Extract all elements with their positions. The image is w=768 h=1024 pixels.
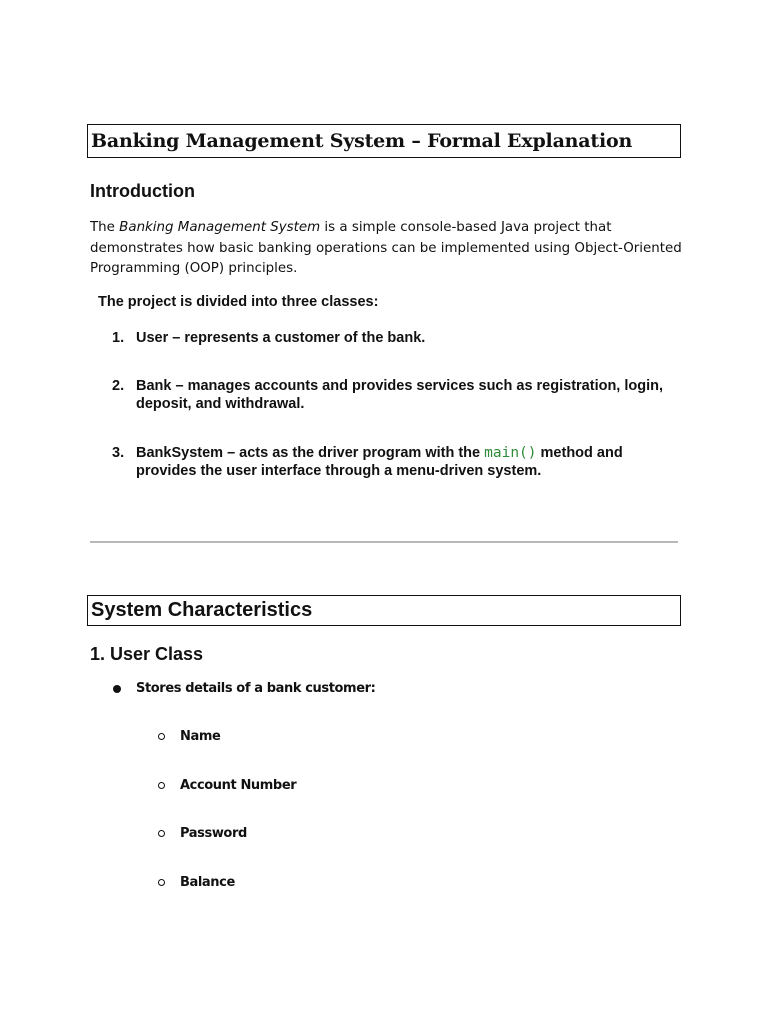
section-title-box	[87, 595, 681, 626]
introduction-paragraph	[90, 218, 690, 280]
item-text: Bank – manages accounts and provides services such as registration, login, deposit, and withdrawal.	[136, 378, 664, 412]
item-text	[136, 444, 672, 480]
item-number: 1.	[112, 330, 125, 346]
intro-rest: is a simple console-based Java project that demonstrates how basic banking operations can be implemented using Object-Oriented Programming (OOP) principles.	[90, 220, 682, 276]
item-number: 2.	[112, 378, 125, 394]
hollow-circle-icon	[158, 830, 165, 837]
item-text: User – represents a customer of the bank.	[136, 330, 426, 346]
field-name: Account Number	[180, 778, 297, 793]
item-text-after: method and provides the user interface through a menu-driven system.	[136, 445, 623, 479]
bullet-dot-icon	[113, 685, 121, 693]
sub-bullet-item	[158, 826, 247, 841]
classes-intro-line: The project is divided into three classes:	[98, 294, 379, 310]
document-title: Banking Management System – Formal Explanation	[91, 130, 633, 152]
sub-bullet-item	[158, 875, 235, 890]
intro-emphasis: Banking Management System	[119, 220, 321, 235]
field-name: Name	[180, 729, 221, 744]
hollow-circle-icon	[158, 879, 165, 886]
intro-prefix: The	[90, 220, 120, 235]
class-list-item	[112, 377, 672, 413]
hollow-circle-icon	[158, 782, 165, 789]
title-box	[87, 124, 681, 158]
section-divider	[90, 541, 678, 543]
inline-code: main()	[484, 445, 537, 461]
field-name: Balance	[180, 875, 235, 890]
sub-bullet-item	[158, 729, 220, 744]
section-title: System Characteristics	[91, 599, 313, 621]
hollow-circle-icon	[158, 733, 165, 740]
sub-bullet-item	[158, 778, 296, 793]
introduction-heading: Introduction	[90, 181, 195, 201]
bullet-item	[113, 681, 375, 696]
item-text-before: BankSystem – acts as the driver program with the	[136, 445, 485, 461]
item-number: 3.	[112, 445, 125, 461]
user-class-heading: 1. User Class	[90, 644, 204, 664]
class-list-item	[112, 444, 672, 480]
field-name: Password	[180, 826, 247, 841]
class-list-item	[112, 329, 672, 347]
bullet-text: Stores details of a bank customer:	[136, 681, 376, 696]
